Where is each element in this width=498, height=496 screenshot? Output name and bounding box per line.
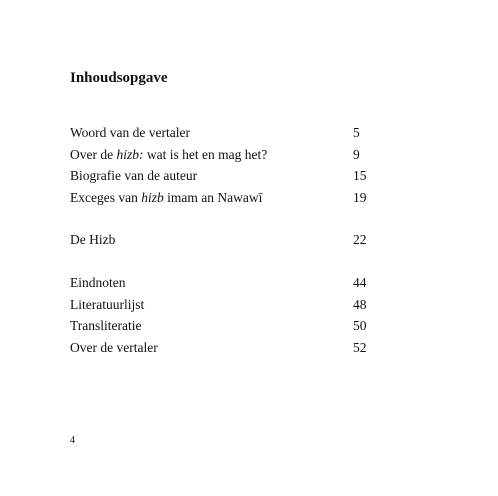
toc-entry[interactable] xyxy=(70,187,390,209)
toc-entry-page-number: 15 xyxy=(353,168,367,183)
toc-entry-title: Woord van de vertaler xyxy=(70,125,190,140)
toc-entry-page-number: 22 xyxy=(353,232,367,247)
toc-entry-title: Eindnoten xyxy=(70,275,126,290)
page-number: 4 xyxy=(70,435,75,446)
page-title: Inhoudsopgave xyxy=(70,70,168,86)
toc-entry[interactable] xyxy=(70,144,390,166)
toc-entry-title: Exceges van hizb imam an Nawawī xyxy=(70,189,263,205)
toc-entry-title: Biografie van de auteur xyxy=(70,168,198,183)
toc-entry-page-number: 52 xyxy=(353,339,367,355)
toc-entry-page-number: 50 xyxy=(353,318,367,333)
toc-entry[interactable] xyxy=(70,294,390,316)
toc-entry[interactable] xyxy=(70,315,390,337)
toc-entry-title: Transliteratie xyxy=(70,318,142,333)
toc-entry-page-number: 19 xyxy=(353,189,367,205)
toc-entry[interactable] xyxy=(70,337,390,359)
toc-entry-title: Over de vertaler xyxy=(70,339,158,355)
toc-section-back-matter xyxy=(70,272,390,358)
toc-section-main-text xyxy=(70,229,390,251)
toc-entry-title: Literatuurlijst xyxy=(70,296,145,312)
toc-entry-page-number: 44 xyxy=(353,275,367,290)
toc-entry[interactable] xyxy=(70,229,390,251)
toc-entry[interactable] xyxy=(70,122,390,144)
toc-entry[interactable] xyxy=(70,165,390,187)
toc-entry-page-number: 5 xyxy=(353,125,360,140)
toc-entry-title: De Hizb xyxy=(70,232,116,247)
toc-entry[interactable] xyxy=(70,272,390,294)
toc-entry-title: Over de hizb: wat is het en mag het? xyxy=(70,146,268,162)
toc-section-front-matter xyxy=(70,122,390,208)
toc-entry-page-number: 48 xyxy=(353,296,367,312)
toc-entry-page-number: 9 xyxy=(353,146,360,162)
